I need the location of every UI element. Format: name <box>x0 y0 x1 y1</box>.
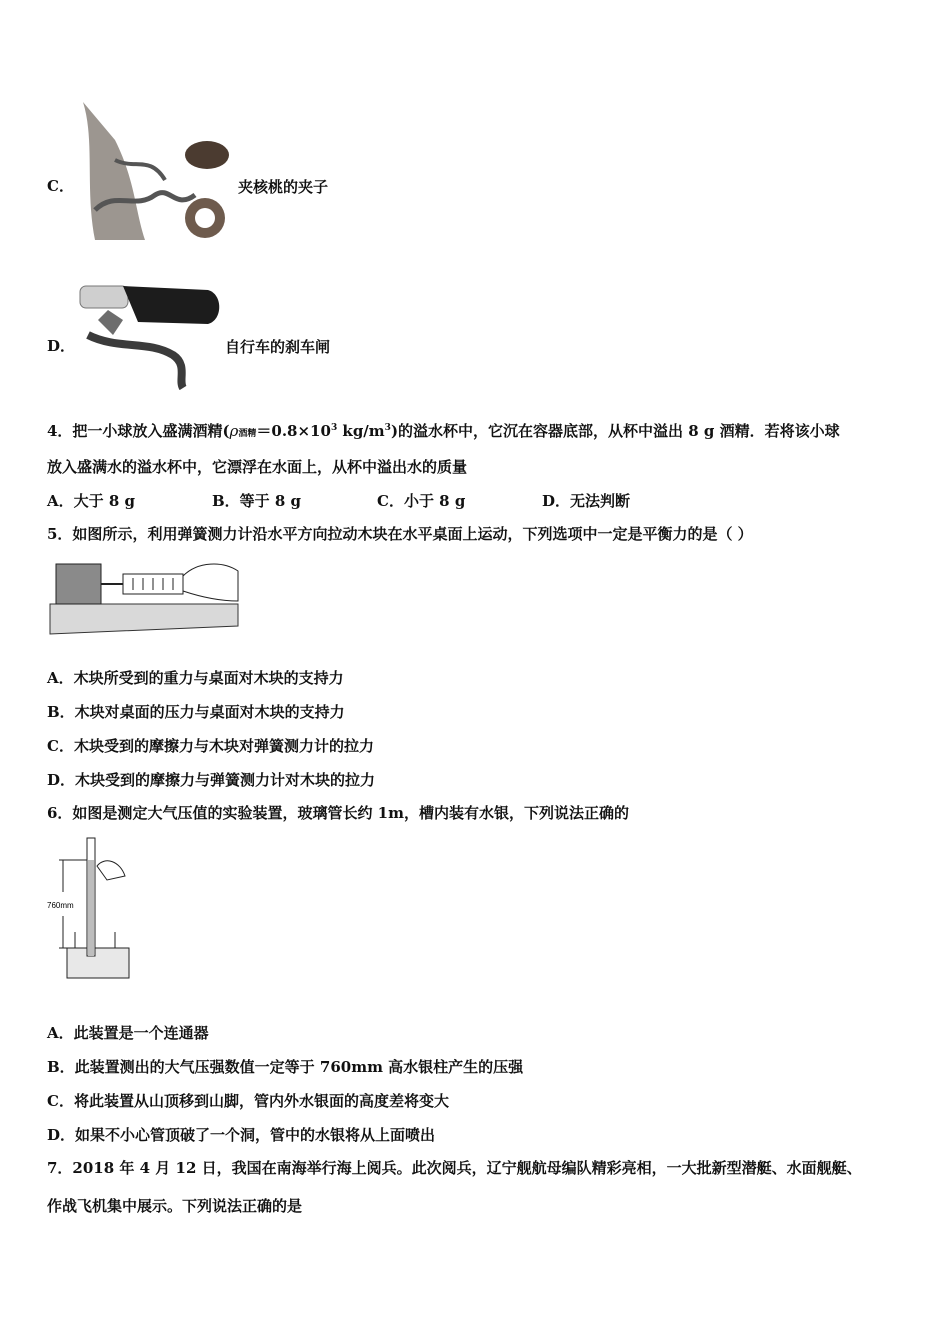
q3-option-d-caption: 自行车的刹车闸 <box>225 338 331 356</box>
q3-option-c-label: C． <box>47 177 74 195</box>
walnut-cracker-image <box>75 100 240 248</box>
q4-stem-part-b: ＝0.8×10 <box>256 422 331 440</box>
q4-stem-line1 <box>47 421 840 444</box>
q4-option-b: B．等于 8 g <box>212 492 302 510</box>
q4-stem-part-a: 4．把一小球放入盛满酒精( <box>47 422 230 440</box>
q6-option-d: D．如果不小心管顶破了一个洞，管中的水银将从上面喷出 <box>47 1126 436 1144</box>
q4-option-d: D．无法判断 <box>542 492 631 510</box>
q5-option-b: B．木块对桌面的压力与桌面对木块的支持力 <box>47 703 345 721</box>
spring-scale-block-figure <box>48 556 243 636</box>
q5-option-c: C．木块受到的摩擦力与木块对弹簧测力计的拉力 <box>47 737 374 755</box>
q6-stem: 6．如图是测定大气压值的实验装置，玻璃管长约 1m，槽内装有水银，下列说法正确的 <box>47 804 629 822</box>
q6-option-a: A．此装置是一个连通器 <box>47 1024 209 1042</box>
bicycle-brake-image <box>78 280 223 390</box>
q7-stem-line2: 作战飞机集中展示。下列说法正确的是 <box>47 1197 303 1215</box>
q7-stem-line1: 7．2018 年 4 月 12 日，我国在南海举行海上阅兵。此次阅兵，辽宁舰航母编队精彩亮相，一大批新型潜艇、水面舰艇、 <box>47 1159 862 1177</box>
q4-stem-line2: 放入盛满水的溢水杯中，它漂浮在水面上，从杯中溢出水的质量 <box>47 458 468 476</box>
q3-option-d-label: D． <box>47 337 76 355</box>
q5-stem: 5．如图所示，利用弹簧测力计沿水平方向拉动木块在水平桌面上运动，下列选项中一定是平衡力的是（ ） <box>47 525 753 543</box>
q5-option-d: D．木块受到的摩擦力与弹簧测力计对木块的拉力 <box>47 771 376 789</box>
q4-stem-part-c: kg/m <box>337 422 385 440</box>
q6-option-c: C．将此装置从山顶移到山脚，管内外水银面的高度差将变大 <box>47 1092 449 1110</box>
q5-option-a: A．木块所受到的重力与桌面对木块的支持力 <box>47 669 344 687</box>
exponent-1: 3 <box>330 423 338 433</box>
rho-symbol: ρ <box>229 422 239 440</box>
q4-option-c: C．小于 8 g <box>377 492 466 510</box>
barometer-height-label: 760mm <box>47 901 74 910</box>
q4-option-a: A．大于 8 g <box>47 492 136 510</box>
rho-subscript: 酒精 <box>238 429 257 439</box>
q3-option-c-caption: 夹核桃的夹子 <box>238 178 329 196</box>
exponent-2: 3 <box>384 423 391 433</box>
q6-option-b: B．此装置测出的大气压强数值一定等于 760mm 高水银柱产生的压强 <box>47 1058 524 1076</box>
torricelli-barometer-figure <box>45 836 135 981</box>
q4-stem-part-d: )的溢水杯中，它沉在容器底部，从杯中溢出 8 g 酒精．若将该小球 <box>390 422 840 440</box>
